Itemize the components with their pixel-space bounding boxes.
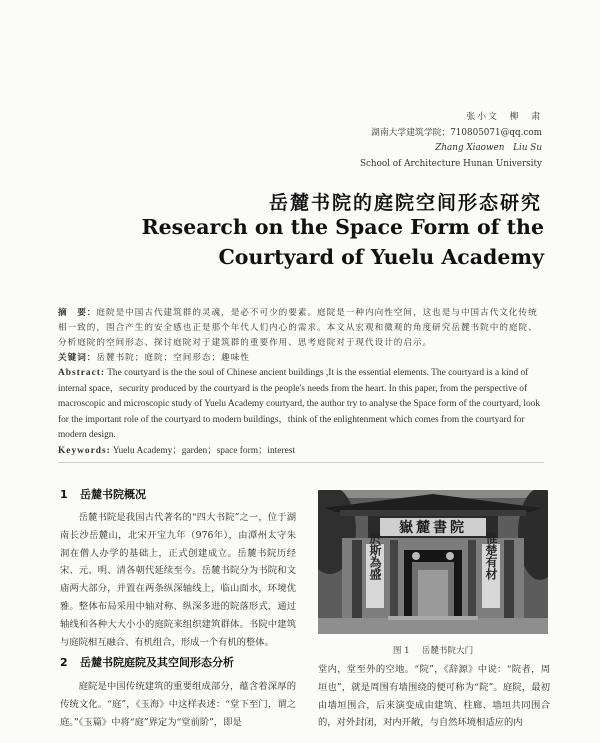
figure-1-photo bbox=[318, 490, 548, 634]
keywords-en-text: Yuelu Academy；garden；space form；interest bbox=[112, 445, 295, 456]
abstract-en-text: The courtyard is the the soul of Chinese ancient buildings ,It is the essential elements. The courtyard is a kind of internal space，security produced by the courtyard is the people's needs from the heart. In this paper, from the perspective of macroscopic and microscopic study of Yuelu Academy courtyard, the author try to analyse the Space form of the courtyard, look for the important role of the courtyard to modern buildings，think of the enlightenment which comes from the courtyard for modern design. bbox=[58, 368, 541, 441]
page-title-cn: 岳麓书院的庭院空间形态研究 bbox=[268, 192, 542, 214]
section-1-number: 1 bbox=[60, 488, 68, 501]
abstract-cn-label: 摘 要： bbox=[58, 308, 97, 318]
section-1-body: 岳麓书院是我国古代著名的“四大书院”之一，位于湖南长沙岳麓山，北宋开宝九年（976年），由潭州太守朱洞在僧人办学的基础上，正式创建成立。岳麓书院历经宋、元、明、清各朝代延续至今。岳麓书院分为书院和文庙两大部分，并置在两条纵深轴线上，临山面水，环境优雅。整体布局采用中轴对称、纵深多进的院落形式，通过轴线和各种大大小小的庭院来组织建筑群体。书院中建筑与庭院相互融合、有机组合，形成一个有机的整体。 bbox=[60, 512, 296, 648]
section-1-heading bbox=[60, 486, 146, 502]
author-names-en: Zhang Xiaowen Liu Su bbox=[435, 143, 542, 153]
abstract-cn bbox=[58, 306, 544, 351]
section-2-body: 庭院是中国传统建筑的重要组成部分，蕴含着深厚的传统文化。“庭”，《玉海》中这样表述：“堂下至门，谓之庭。”《玉篇》中将“庭”界定为“堂前阶”，即是 bbox=[60, 681, 296, 728]
author-affiliation-cn: 湖南大学建筑学院；710805071@qq.com bbox=[371, 127, 542, 138]
section-divider bbox=[58, 462, 544, 463]
section-2-title: 岳麓书院庭院及其空间形态分析 bbox=[80, 656, 234, 669]
page-title-en-line2: Courtyard of Yuelu Academy bbox=[218, 245, 544, 269]
page-title-en-line1: Research on the Space Form of the bbox=[141, 215, 544, 239]
author-names-cn: 张小文 柳 肃 bbox=[466, 112, 542, 122]
keywords-en bbox=[58, 444, 544, 460]
figure-1-label: 图 1 bbox=[392, 646, 410, 656]
abstract-en bbox=[58, 366, 544, 444]
figure-1-caption-text: 岳麓书院大门 bbox=[421, 646, 474, 656]
gate-plaque-text: 嶽麓書院 bbox=[399, 520, 467, 536]
gate-couplet-left: 惟楚有材 bbox=[484, 532, 498, 580]
gate-illustration bbox=[318, 490, 548, 634]
keywords-cn-label: 关键词： bbox=[58, 353, 97, 363]
author-block bbox=[360, 110, 542, 172]
keywords-cn-text: 岳麓书院；庭院；空间形态；趣味性 bbox=[96, 353, 250, 363]
keywords-cn bbox=[58, 351, 544, 366]
section-2-number: 2 bbox=[60, 656, 68, 669]
page-title-en bbox=[142, 212, 544, 272]
abstract-cn-text: 庭院是中国古代建筑群的灵魂，是必不可少的要素。庭院是一种内向性空间，这也是与中国古代文化传统相一致的，围合产生的安全感也正是那个年代人们内心的需求。本文从宏观和微观的角度研究岳麓书院中的庭院、分析庭院的空间形态、探讨庭院对于建筑群的重要作用、思考庭院对于现代设计的启示。 bbox=[58, 308, 538, 348]
figure-1-caption bbox=[318, 644, 548, 656]
section-1-title: 岳麓书院概况 bbox=[80, 488, 146, 501]
section-2-heading bbox=[60, 654, 234, 670]
abstract-en-label: Abstract: bbox=[58, 368, 106, 378]
gate-couplet-right: 於斯為盛 bbox=[368, 532, 382, 580]
abstract-block bbox=[58, 306, 544, 460]
right-column-body: 堂内，堂至外的空地。“院”，《辞源》中说：“院者，周垣也”，就是周围有墙围绕的便可称为“院”。庭院，最初由墙垣围合，后来演变成由建筑、柱廊、墙垣共同围合的，对外封闭，对内开敞，与自然环境相适应的内 bbox=[318, 664, 550, 729]
author-affiliation-en: School of Architecture Hunan University bbox=[359, 158, 542, 169]
keywords-en-label: Keywords: bbox=[58, 445, 111, 456]
